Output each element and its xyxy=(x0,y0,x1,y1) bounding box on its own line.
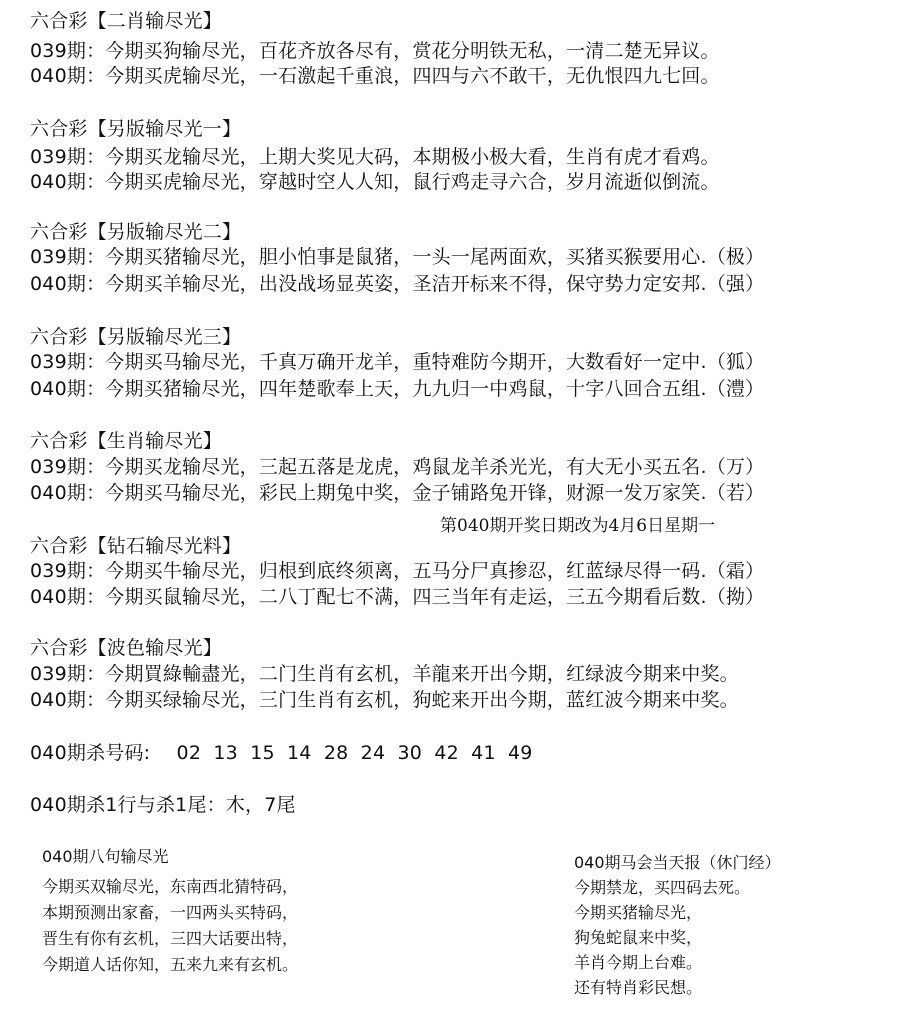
draw-date-notice: 第040期开奖日期改为4月6日星期一 xyxy=(440,516,716,536)
section-3-line-040: 040期：今期买羊输尽光，出没战场显英姿，圣洁开标来不得，保守势力定安邦.（强） xyxy=(30,273,765,295)
section-4-line-039: 039期：今期买马输尽光，千真万确开龙羊，重特难防今期开，大数看好一定中.（狐） xyxy=(30,351,765,373)
section-4-header: 六合彩【另版输尽光三】 xyxy=(30,326,242,348)
section-4-line-040: 040期：今期买猪输尽光，四年楚歌奉上天，九九归一中鸡鼠，十字八回合五组.（澧） xyxy=(30,378,765,400)
report-title: 040期马会当天报（休门经） xyxy=(574,853,781,872)
kill-tail-line: 040期杀1行与杀1尾：木，7尾 xyxy=(30,794,296,816)
kill-number: 15 xyxy=(250,742,275,764)
report-line: 羊肖今期上台难。 xyxy=(574,953,703,972)
section-3-header: 六合彩【另版输尽光二】 xyxy=(30,221,242,243)
report-line: 狗兔蛇鼠来中奖， xyxy=(574,928,703,947)
poem-line: 本期预测出家畜，一四两头买特码， xyxy=(42,903,299,922)
report-line: 今期禁龙，买四码去死。 xyxy=(574,878,751,897)
report-line: 还有特肖彩民想。 xyxy=(574,978,703,997)
section-2-header: 六合彩【另版输尽光一】 xyxy=(30,118,242,140)
section-7-header: 六合彩【波色输尽光】 xyxy=(30,637,223,659)
kill-number: 28 xyxy=(323,742,349,764)
section-5-header: 六合彩【生肖输尽光】 xyxy=(30,430,223,452)
section-6-line-039: 039期：今期买牛输尽光，归根到底终须离，五马分尸真掺忍，红蓝绿尽得一码.（霜） xyxy=(30,560,765,582)
poem-line: 今期道人话你知，五来九来有玄机。 xyxy=(42,955,299,974)
kill-number: 42 xyxy=(434,742,459,764)
kill-numbers-label: 040期杀号码: xyxy=(30,742,151,764)
kill-number: 13 xyxy=(213,742,238,764)
kill-number: 24 xyxy=(360,742,386,764)
section-2-line-040: 040期：今期买虎输尽光，穿越时空人人知，鼠行鸡走寻六合，岁月流逝似倒流。 xyxy=(30,171,720,193)
poem-line: 今期买双输尽光，东南西北猜特码， xyxy=(42,877,299,896)
kill-number: 30 xyxy=(397,742,423,764)
section-6-header: 六合彩【钻石输尽光料】 xyxy=(30,535,242,557)
eight-line-poem xyxy=(42,844,298,978)
section-1-header: 六合彩【二肖输尽光】 xyxy=(30,10,223,32)
horse-club-report xyxy=(574,850,781,1000)
section-7-line-040: 040期：今期买绿输尽光，三门生肖有玄机，狗蛇来开出今期，蓝红波今期来中奖。 xyxy=(30,689,739,711)
poem-title: 040期八句输尽光 xyxy=(42,847,169,866)
kill-numbers-row xyxy=(30,740,539,766)
report-line: 今期买猪输尽光， xyxy=(574,903,703,922)
kill-number: 49 xyxy=(507,742,533,764)
kill-number: 02 xyxy=(176,742,202,764)
kill-number: 41 xyxy=(471,742,496,764)
section-1-line-039: 039期：今期买狗输尽光，百花齐放各尽有，赏花分明铁无私，一清二楚无异议。 xyxy=(30,40,720,62)
section-5-line-039: 039期：今期买龙输尽光，三起五落是龙虎，鸡鼠龙羊杀光光，有大无小买五名.（万） xyxy=(30,456,765,478)
section-7-line-039: 039期：今期買綠輸盡光，二门生肖有玄机，羊龍来开出今期，红绿波今期来中奖。 xyxy=(30,663,739,685)
kill-number: 14 xyxy=(287,742,312,764)
section-2-line-039: 039期：今期买龙输尽光，上期大奖见大码，本期极小极大看，生肖有虎才看鸡。 xyxy=(30,146,720,168)
section-5-line-040: 040期：今期买马输尽光，彩民上期兔中奖，金子铺路兔开锋，财源一发万家笑.（若） xyxy=(30,482,765,504)
poem-line: 晋生有你有玄机，三四大话要出特， xyxy=(42,929,299,948)
section-3-line-039: 039期：今期买猪输尽光，胆小怕事是鼠猪，一头一尾两面欢，买猪买猴要用心.（极） xyxy=(30,246,765,268)
section-6-line-040: 040期：今期买鼠输尽光，二八丁配七不满，四三当年有走运，三五今期看后数.（拗） xyxy=(30,586,765,608)
section-1-line-040: 040期：今期买虎输尽光，一石激起千重浪，四四与六不敢干，无仇恨四九七回。 xyxy=(30,65,720,87)
